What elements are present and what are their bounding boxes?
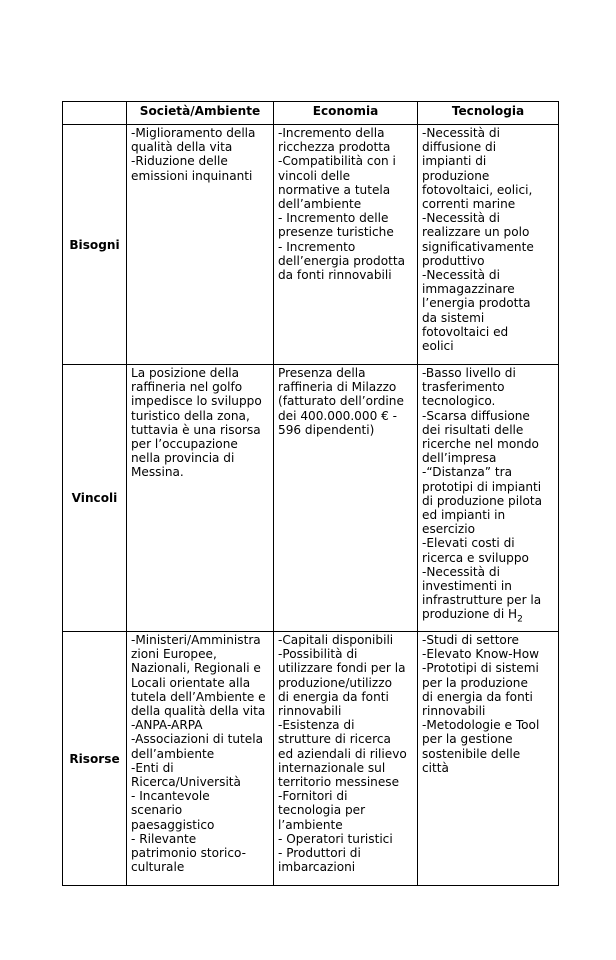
cell-text: emissioni inquinanti [131, 168, 253, 183]
cell-text: dell’ambiente [278, 197, 362, 212]
cell-line [422, 593, 554, 607]
cell-text: ricchezza prodotta [278, 140, 391, 155]
cell-line [422, 154, 554, 168]
table-row [63, 632, 559, 886]
needs-constraints-resources-table [62, 101, 559, 886]
cell-line [131, 846, 269, 860]
cell-line [422, 197, 554, 211]
cell-text: prototipi di impianti [422, 479, 542, 494]
cell-text: -Necessità di [422, 211, 500, 226]
cell-line [278, 140, 413, 154]
cell-text: turistico della zona, [131, 408, 250, 423]
cell-tecnologia [418, 365, 559, 632]
cell-tecnologia [418, 632, 559, 886]
cell-text: di energia da fonti [278, 689, 389, 704]
cell-line [278, 832, 413, 846]
cell-line [422, 282, 554, 296]
cell-text: -Studi di settore [422, 633, 519, 647]
cell-line [278, 775, 413, 789]
cell-line [131, 775, 269, 789]
cell-text: eolici [422, 339, 454, 354]
cell-text: -Possibilità di [278, 647, 358, 662]
cell-text: Nazionali, Regionali e [131, 661, 261, 676]
table-header-row [63, 102, 559, 125]
cell-line [131, 718, 269, 732]
cell-text: da sistemi [422, 310, 485, 325]
cell-line [422, 437, 554, 451]
cell-text: -Necessità di [422, 126, 500, 140]
cell-text: -Prototipi di sistemi [422, 661, 539, 676]
cell-text: produzione/utilizzo [278, 675, 392, 690]
cell-societa-ambiente [127, 632, 274, 886]
header-societa-ambiente: Società/Ambiente [127, 102, 274, 125]
cell-line [422, 732, 554, 746]
cell-text: - Operatori turistici [278, 831, 393, 846]
cell-line [131, 647, 269, 661]
cell-line [422, 140, 554, 154]
cell-text: strutture di ricerca [278, 732, 391, 747]
cell-text: ed aziendali di rilievo [278, 746, 407, 761]
cell-text: della qualità della vita [131, 704, 266, 719]
cell-text: -Incremento della [278, 126, 385, 140]
subscript-2: 2 [517, 614, 523, 625]
cell-line [131, 633, 269, 647]
cell-line [278, 154, 413, 168]
cell-text: investimenti in [422, 579, 512, 594]
cell-line [131, 789, 269, 803]
cell-economia [274, 365, 418, 632]
cell-line [422, 126, 554, 140]
cell-line [422, 240, 554, 254]
cell-line [422, 169, 554, 183]
cell-line [422, 394, 554, 408]
cell-text: - Incremento delle [278, 211, 389, 226]
cell-text: -Miglioramento della [131, 126, 256, 140]
cell-line [278, 676, 413, 690]
cell-line [278, 240, 413, 254]
cell-text: patrimonio storico- [131, 846, 247, 861]
cell-text: normative a tutela [278, 182, 391, 197]
row-label: Risorse [63, 632, 127, 886]
cell-text: sostenibile delle [422, 746, 521, 761]
cell-line [422, 296, 554, 310]
cell-text: -Riduzione delle [131, 154, 228, 169]
cell-text: utilizzare fondi per la [278, 661, 406, 676]
cell-text: internazionale sul [278, 760, 386, 775]
cell-text: di produzione pilota [422, 493, 543, 508]
cell-text: produttivo [422, 253, 485, 268]
cell-text: dei 400.000.000 € - [278, 408, 398, 423]
cell-line [131, 465, 269, 479]
cell-text: -Compatibilità con i [278, 154, 396, 169]
cell-line [422, 366, 554, 380]
cell-text: tecnologico. [422, 394, 496, 409]
cell-text: ricerca e sviluppo [422, 550, 529, 565]
cell-line [131, 676, 269, 690]
cell-line [422, 607, 554, 625]
cell-text: territorio messinese [278, 775, 400, 790]
cell-text: trasferimento [422, 380, 505, 395]
cell-text: produzione [422, 168, 490, 183]
cell-line [131, 747, 269, 761]
cell-line [278, 409, 413, 423]
cell-line [278, 732, 413, 746]
cell-line [422, 747, 554, 761]
cell-text: -Metodologie e Tool [422, 718, 540, 733]
cell-text: - Rilevante [131, 831, 197, 846]
cell-text: infrastrutture per la [422, 593, 542, 608]
cell-line [131, 437, 269, 451]
cell-line [278, 704, 413, 718]
cell-line [278, 366, 413, 380]
cell-line [422, 661, 554, 675]
header-economia: Economia [274, 102, 418, 125]
cell-line [278, 126, 413, 140]
cell-line [422, 409, 554, 423]
cell-text: impedisce lo sviluppo [131, 394, 262, 409]
cell-line [278, 394, 413, 408]
cell-line [131, 803, 269, 817]
cell-line [422, 183, 554, 197]
cell-line [278, 197, 413, 211]
cell-societa-ambiente [127, 125, 274, 365]
cell-line [131, 661, 269, 675]
cell-text: vincoli delle [278, 168, 351, 183]
cell-societa-ambiente [127, 365, 274, 632]
row-label: Bisogni [63, 125, 127, 365]
cell-text: imbarcazioni [278, 860, 356, 875]
cell-text: dell’impresa [422, 451, 497, 466]
cell-line [131, 394, 269, 408]
cell-text: -Basso livello di [422, 366, 516, 380]
cell-text: di energia da fonti [422, 689, 533, 704]
cell-text: -Fornitori di [278, 789, 348, 804]
cell-text: rinnovabili [278, 704, 342, 719]
table-row [63, 125, 559, 365]
cell-text: dell’ambiente [131, 746, 215, 761]
cell-line [422, 647, 554, 661]
cell-text: - Produttori di [278, 846, 361, 861]
cell-text: -Elevato Know-How [422, 647, 539, 662]
cell-text: ricerche nel mondo [422, 437, 539, 452]
cell-text: per l’occupazione [131, 437, 238, 452]
cell-line [278, 860, 413, 874]
cell-line [278, 183, 413, 197]
row-label: Vincoli [63, 365, 127, 632]
cell-line [131, 732, 269, 746]
cell-line [422, 254, 554, 268]
cell-line [422, 633, 554, 647]
cell-text: raffineria nel golfo [131, 380, 243, 395]
cell-text: 596 dipendenti) [278, 422, 375, 437]
cell-text: Locali orientate alla [131, 675, 251, 690]
cell-text: -Capitali disponibili [278, 633, 394, 647]
cell-line [422, 211, 554, 225]
cell-line [131, 451, 269, 465]
cell-line [131, 366, 269, 380]
cell-line [422, 676, 554, 690]
cell-line [278, 690, 413, 704]
cell-text: -ANPA-ARPA [131, 718, 203, 733]
cell-line [278, 789, 413, 803]
cell-line [422, 579, 554, 593]
cell-line [278, 718, 413, 732]
cell-tecnologia [418, 125, 559, 365]
cell-line [422, 494, 554, 508]
cell-text: l’energia prodotta [422, 296, 531, 311]
cell-line [422, 536, 554, 550]
cell-text: dell’energia prodotta [278, 253, 406, 268]
cell-line [278, 846, 413, 860]
table-row [63, 365, 559, 632]
cell-line [131, 704, 269, 718]
cell-line [278, 268, 413, 282]
cell-line [422, 451, 554, 465]
cell-text: fotovoltaici, eolici, [422, 182, 533, 197]
cell-text: realizzare un polo [422, 225, 530, 240]
cell-text: tuttavia è una risorsa [131, 422, 261, 437]
cell-text: -Ministeri/Amministra [131, 633, 261, 647]
cell-text: città [422, 760, 449, 775]
cell-line [422, 565, 554, 579]
cell-text: tecnologia per [278, 803, 366, 818]
cell-text: immagazzinare [422, 282, 515, 297]
cell-text: tutela dell’Ambiente e [131, 689, 266, 704]
cell-line [278, 423, 413, 437]
cell-text: Ricerca/Università [131, 775, 241, 790]
cell-line [278, 803, 413, 817]
cell-line [422, 718, 554, 732]
cell-text: -Elevati costi di [422, 536, 515, 551]
cell-line [131, 126, 269, 140]
cell-text: -Associazioni di tutela [131, 732, 264, 747]
cell-line [422, 225, 554, 239]
cell-line [422, 551, 554, 565]
cell-text: La posizione della [131, 366, 240, 380]
cell-text: -“Distanza” tra [422, 465, 513, 480]
cell-text: ed impianti in [422, 508, 506, 523]
cell-text: - Incantevole [131, 789, 210, 804]
cell-text: -Necessità di [422, 268, 500, 283]
cell-text: - Incremento [278, 239, 356, 254]
cell-text: scenario [131, 803, 183, 818]
cell-text: Presenza della [278, 366, 366, 380]
cell-text: (fatturato dell’ordine [278, 394, 404, 409]
cell-line [422, 325, 554, 339]
cell-line [422, 761, 554, 775]
cell-line [422, 704, 554, 718]
cell-text: -Scarsa diffusione [422, 408, 530, 423]
cell-line [278, 818, 413, 832]
cell-text: zioni Europee, [131, 647, 217, 662]
cell-economia [274, 632, 418, 886]
cell-line [131, 423, 269, 437]
cell-line [278, 380, 413, 394]
cell-line [278, 761, 413, 775]
cell-text: correnti marine [422, 197, 516, 212]
cell-line [131, 832, 269, 846]
cell-text: -Esistenza di [278, 718, 355, 733]
cell-line [131, 380, 269, 394]
cell-line [278, 169, 413, 183]
cell-line [131, 154, 269, 168]
cell-text: per la produzione [422, 675, 528, 690]
cell-text: l’ambiente [278, 817, 343, 832]
cell-line [278, 254, 413, 268]
cell-text: culturale [131, 860, 185, 875]
cell-line [422, 311, 554, 325]
header-empty-cell [63, 102, 127, 125]
cell-text: Messina. [131, 465, 184, 480]
cell-text: da fonti rinnovabili [278, 268, 392, 283]
cell-text: per la gestione [422, 732, 513, 747]
cell-text: nella provincia di [131, 451, 235, 466]
cell-text: -Necessità di [422, 564, 500, 579]
cell-text: produzione di H [422, 607, 518, 622]
cell-line [422, 423, 554, 437]
cell-text: dei risultati delle [422, 422, 524, 437]
cell-text: significativamente [422, 239, 534, 254]
cell-line [278, 661, 413, 675]
cell-line [422, 508, 554, 522]
cell-text: raffineria di Milazzo [278, 380, 397, 395]
cell-text: qualità della vita [131, 140, 233, 155]
cell-line [278, 211, 413, 225]
cell-line [278, 633, 413, 647]
cell-text: diffusione di [422, 140, 497, 155]
cell-line [131, 860, 269, 874]
cell-line [131, 690, 269, 704]
cell-line [131, 140, 269, 154]
cell-line [422, 690, 554, 704]
cell-text: esercizio [422, 522, 476, 537]
cell-line [131, 761, 269, 775]
cell-line [278, 747, 413, 761]
cell-text: presenze turistiche [278, 225, 394, 240]
cell-line [422, 339, 554, 353]
cell-line [131, 169, 269, 183]
cell-line [422, 480, 554, 494]
cell-text: paesaggistico [131, 817, 215, 832]
cell-line [131, 409, 269, 423]
cell-line [278, 647, 413, 661]
cell-line [131, 818, 269, 832]
cell-economia [274, 125, 418, 365]
cell-line [422, 380, 554, 394]
cell-line [422, 465, 554, 479]
cell-text: fotovoltaici ed [422, 324, 509, 339]
cell-line [422, 268, 554, 282]
cell-text: impianti di [422, 154, 487, 169]
cell-line [422, 522, 554, 536]
cell-line [278, 225, 413, 239]
cell-text: -Enti di [131, 760, 174, 775]
cell-text: rinnovabili [422, 704, 486, 719]
header-tecnologia: Tecnologia [418, 102, 559, 125]
